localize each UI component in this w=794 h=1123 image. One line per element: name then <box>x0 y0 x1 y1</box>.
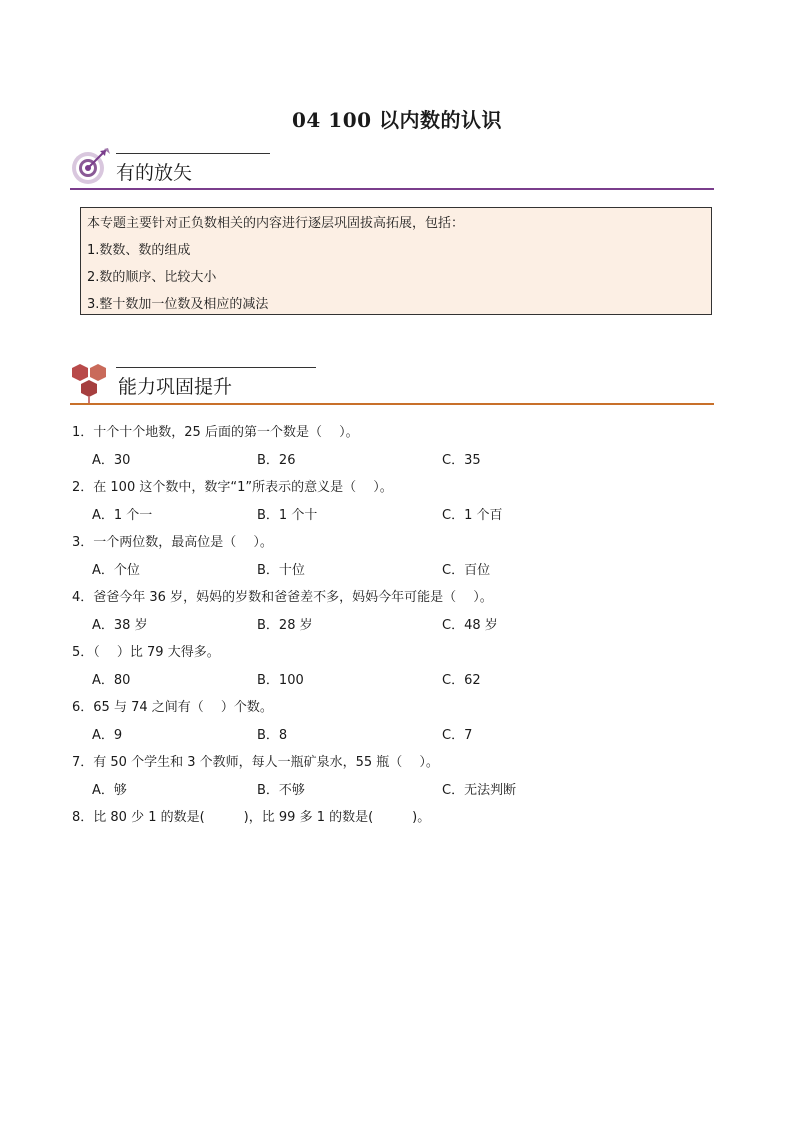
question-list <box>72 422 722 835</box>
option-b: B．100 <box>257 672 304 688</box>
option-row <box>72 560 722 588</box>
intro-line: 3.整十数加一位数及相应的减法 <box>87 297 269 312</box>
question-stem: 6．65 与 74 之间有（ ）个数。 <box>72 700 273 715</box>
question-stem: 8．比 80 少 1 的数是( )，比 99 多 1 的数是( )。 <box>72 810 431 825</box>
question-stem: 2．在 100 这个数中，数字“1”所表示的意义是（ ）。 <box>72 480 393 495</box>
option-row <box>72 450 722 478</box>
option-c: C．35 <box>442 452 481 468</box>
option-row <box>72 505 722 533</box>
intro-line: 2.数的顺序、比较大小 <box>87 270 217 285</box>
page-title: 04 100 以内数的认识 <box>291 108 502 132</box>
target-icon <box>70 146 112 192</box>
section-header-rule <box>116 367 316 368</box>
option-row <box>72 725 722 753</box>
question-stem: 3．一个两位数，最高位是（ ）。 <box>72 535 273 550</box>
option-b: B．8 <box>257 727 288 743</box>
intro-line: 本专题主要针对正负数相关的内容进行逐层巩固拔高拓展，包括： <box>87 216 465 231</box>
section-header-goals <box>70 146 714 192</box>
option-c: C．7 <box>442 727 473 743</box>
section-divider <box>70 188 714 190</box>
option-a: A．80 <box>92 672 131 688</box>
option-a: A．30 <box>92 452 131 468</box>
option-a: A．1 个一 <box>92 507 153 523</box>
option-b: B．十位 <box>257 562 305 578</box>
option-row <box>72 780 722 808</box>
option-a: A．个位 <box>92 562 140 578</box>
option-b: B．1 个十 <box>257 507 318 523</box>
question-stem: 5．（ ）比 79 大得多。 <box>72 645 220 660</box>
intro-line: 1.数数、数的组成 <box>87 243 191 258</box>
option-c: C．百位 <box>442 562 491 578</box>
option-row <box>72 615 722 643</box>
section-heading: 有的放矢 <box>116 162 193 184</box>
option-a: A．38 岁 <box>92 617 148 633</box>
option-c: C．1 个百 <box>442 507 503 523</box>
section-heading: 能力巩固提升 <box>118 376 233 398</box>
question-stem: 1．十个十个地数，25 后面的第一个数是（ ）。 <box>72 425 359 440</box>
option-b: B．26 <box>257 452 296 468</box>
section-divider <box>70 403 714 405</box>
option-b: B．28 岁 <box>257 617 313 633</box>
section-header-practice <box>70 360 714 410</box>
option-b: B．不够 <box>257 782 305 798</box>
option-a: A．够 <box>92 782 127 798</box>
question-stem: 4．爸爸今年 36 岁，妈妈的岁数和爸爸差不多，妈妈今年可能是（ ）。 <box>72 590 493 605</box>
option-c: C．62 <box>442 672 481 688</box>
option-c: C．无法判断 <box>442 782 517 798</box>
option-a: A．9 <box>92 727 123 743</box>
question-stem: 7．有 50 个学生和 3 个教师，每人一瓶矿泉水，55 瓶（ ）。 <box>72 755 439 770</box>
option-c: C．48 岁 <box>442 617 498 633</box>
option-row <box>72 670 722 698</box>
intro-box <box>80 207 712 315</box>
section-header-rule <box>116 153 270 154</box>
